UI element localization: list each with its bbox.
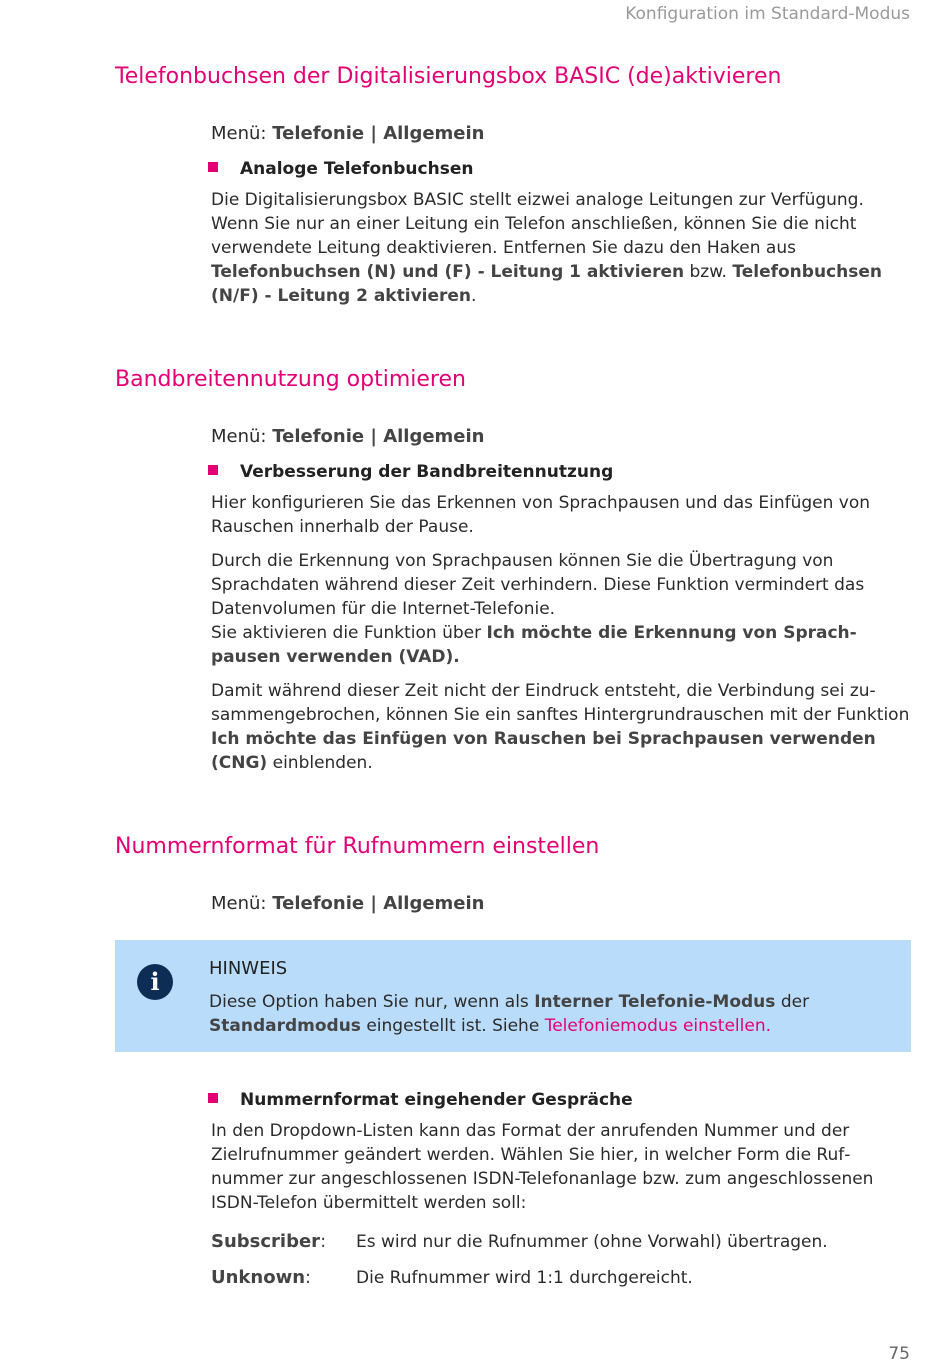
- paragraph: In den Dropdown-Listen kann das Format der anrufenden Nummer und der Zielrufnummer geändert werden. Wählen Sie hier, in welcher Form die Rufnummer zur angeschlossenen ISDN-Telefonanlage bzw. zum angeschlossenen ISDN-Telefon übermittelt werden soll:: [211, 1121, 874, 1213]
- menu-path: Menü: Telefonie | Allgemein: [211, 426, 485, 447]
- section-title-nummernformat: Nummernformat für Rufnummern einstellen: [115, 834, 600, 859]
- running-header: Konfiguration im Standard-Modus: [625, 4, 910, 24]
- link-telefoniemodus[interactable]: Telefoniemodus einstellen.: [544, 1016, 771, 1036]
- bullet-square-icon: [208, 465, 218, 475]
- paragraph: Damit während dieser Zeit nicht der Eindruck entsteht, die Verbindung sei zusammengebrochen, können Sie ein sanftes Hintergrundrauschen mit der Funktion Ich möchte das Einfügen von Rauschen bei Sprachpausen verwenden (CNG) einblenden.: [211, 681, 910, 773]
- definition-desc: Die Rufnummer wird 1:1 durchgereicht.: [356, 1268, 693, 1288]
- bullet-heading: Nummernformat eingehender Gespräche: [208, 1089, 911, 1111]
- section-body-telefonbuchsen: [211, 122, 911, 308]
- bullet-heading: Analoge Telefonbuchsen: [208, 158, 911, 180]
- bullet-square-icon: [208, 1093, 218, 1103]
- note-text: Diese Option haben Sie nur, wenn als Interner Telefonie-Modus der Standardmodus eingestellt ist. Siehe Telefoniemodus einstellen.: [209, 992, 810, 1036]
- section-title-bandbreite: Bandbreitennutzung optimieren: [115, 367, 466, 392]
- section-menu-nummernformat: [211, 892, 911, 916]
- bullet-heading: Verbesserung der Bandbreitennutzung: [208, 461, 911, 483]
- paragraph: Durch die Erkennung von Sprachpausen können Sie die Übertragung von Sprachdaten während dieser Zeit verhindern. Diese Funktion vermindert das Datenvolumen für die Internet-Telefonie. Sie aktivieren die Funktion über Ich möchte die Erkennung von Sprachpausen verwenden (VAD).: [211, 551, 865, 667]
- menu-path: Menü: Telefonie | Allgemein: [211, 893, 485, 914]
- definition-desc: Es wird nur die Rufnummer (ohne Vorwahl) übertragen.: [356, 1232, 828, 1252]
- note-box: [115, 940, 911, 1052]
- bullet-square-icon: [208, 162, 218, 172]
- section-title-telefonbuchsen: Telefonbuchsen der Digitalisierungsbox BASIC (de)aktivieren: [115, 64, 782, 89]
- menu-path: Menü: Telefonie | Allgemein: [211, 123, 485, 144]
- note-title: HINWEIS: [209, 958, 288, 979]
- definition-term: Subscriber:: [211, 1231, 327, 1252]
- section-body-nummernformat: [211, 1089, 911, 1215]
- definition-term: Unknown:: [211, 1267, 312, 1288]
- section-body-bandbreite: [211, 425, 911, 775]
- paragraph: Hier konfigurieren Sie das Erkennen von Sprachpausen und das Einfügen von Rauschen innerhalb der Pause.: [211, 493, 871, 537]
- page-number: 75: [888, 1344, 910, 1364]
- paragraph: Die Digitalisierungsbox BASIC stellt eizwei analoge Leitungen zur Verfügung. Wenn Sie nur an einer Leitung ein Telefon anschließen, können Sie die nicht verwendete Leitung deaktivieren. Entfernen Sie dazu den Haken aus Telefonbuchsen (N) und (F) - Leitung 1 aktivieren bzw. Telefonbuchsen (N/F) - Leitung 2 aktivieren.: [211, 190, 882, 306]
- info-icon: i: [137, 964, 173, 1000]
